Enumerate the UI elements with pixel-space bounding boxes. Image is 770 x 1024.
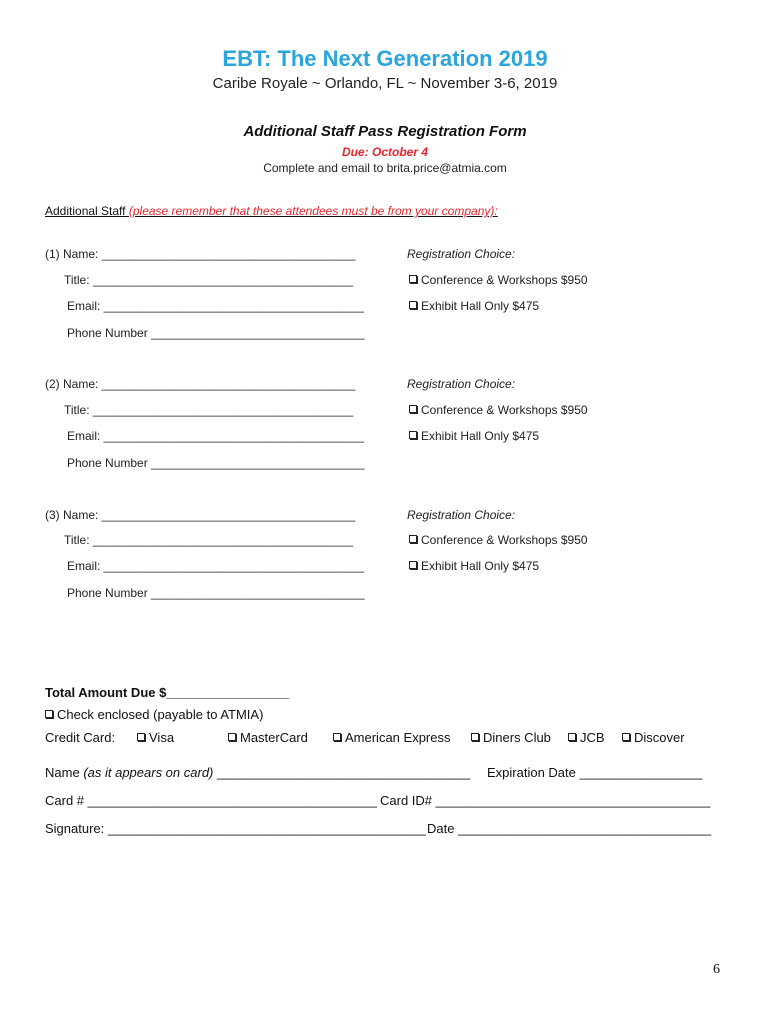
attendee-2-email-field[interactable]: Email: _______________________________________ bbox=[67, 429, 364, 443]
card-number-field[interactable]: Card # ________________________________________ bbox=[45, 793, 377, 808]
cardholder-name-row bbox=[45, 765, 470, 780]
attendee-2-option-exhibit[interactable] bbox=[409, 429, 539, 443]
attendee-2-choice-label: Registration Choice: bbox=[407, 377, 516, 391]
card-option-visa[interactable] bbox=[137, 730, 174, 745]
attendee-1-option-exhibit[interactable] bbox=[409, 299, 539, 313]
checkbox-icon[interactable] bbox=[228, 733, 236, 741]
attendee-3-option-exhibit[interactable] bbox=[409, 559, 539, 573]
cardholder-name-field[interactable]: ___________________________________ bbox=[217, 765, 471, 780]
card-label: Discover bbox=[634, 730, 685, 745]
attendee-1-email-field[interactable]: Email: _______________________________________ bbox=[67, 299, 364, 313]
attendee-3-name-field[interactable]: (3) Name: ______________________________________ bbox=[45, 508, 356, 522]
checkbox-icon[interactable] bbox=[622, 733, 630, 741]
checkbox-icon[interactable] bbox=[409, 405, 417, 413]
attendee-2-option-conference[interactable] bbox=[409, 403, 588, 417]
checkbox-icon[interactable] bbox=[471, 733, 479, 741]
option-label: Conference & Workshops $950 bbox=[421, 533, 588, 547]
staff-heading-note: (please remember that these attendees must be from your company): bbox=[128, 204, 498, 218]
card-option-diners-club[interactable] bbox=[471, 730, 551, 745]
attendee-1-option-conference[interactable] bbox=[409, 273, 588, 287]
cardholder-name-note: (as it appears on card) bbox=[83, 765, 214, 780]
card-option-jcb[interactable] bbox=[568, 730, 605, 745]
due-date: Due: October 4 bbox=[341, 145, 428, 159]
card-label: JCB bbox=[580, 730, 605, 745]
card-option-american-express[interactable] bbox=[333, 730, 450, 745]
signature-field[interactable]: Signature: ____________________________________________ bbox=[45, 821, 426, 836]
expiration-date-field[interactable]: Expiration Date _________________ bbox=[487, 765, 703, 780]
attendee-1-name-field[interactable]: (1) Name: ______________________________________ bbox=[45, 247, 356, 261]
cardholder-name-label: Name bbox=[45, 765, 80, 780]
attendee-1-title-field[interactable]: Title: _______________________________________ bbox=[64, 273, 354, 287]
checkbox-icon[interactable] bbox=[137, 733, 145, 741]
attendee-3-title-field[interactable]: Title: _______________________________________ bbox=[64, 533, 354, 547]
card-label: MasterCard bbox=[240, 730, 308, 745]
attendee-2-title-field[interactable]: Title: _______________________________________ bbox=[64, 403, 354, 417]
checkbox-icon[interactable] bbox=[333, 733, 341, 741]
card-option-discover[interactable] bbox=[622, 730, 685, 745]
credit-card-label: Credit Card: bbox=[45, 730, 116, 745]
card-label: Diners Club bbox=[483, 730, 551, 745]
checkbox-icon[interactable] bbox=[45, 710, 53, 718]
total-amount-due-field[interactable]: Total Amount Due $_________________ bbox=[45, 685, 290, 700]
checkbox-icon[interactable] bbox=[409, 561, 417, 569]
option-label: Exhibit Hall Only $475 bbox=[421, 299, 540, 313]
card-id-field[interactable]: Card ID# ______________________________________ bbox=[380, 793, 711, 808]
option-label: Conference & Workshops $950 bbox=[421, 403, 588, 417]
card-label: American Express bbox=[345, 730, 451, 745]
attendee-2-phone-field[interactable]: Phone Number ________________________________ bbox=[67, 456, 365, 470]
option-label: Conference & Workshops $950 bbox=[421, 273, 588, 287]
page-number: 6 bbox=[713, 962, 720, 977]
instructions: Complete and email to brita.price@atmia.com bbox=[263, 161, 507, 175]
attendee-3-email-field[interactable]: Email: _______________________________________ bbox=[67, 559, 364, 573]
option-label: Exhibit Hall Only $475 bbox=[421, 429, 540, 443]
date-field[interactable]: Date ___________________________________ bbox=[427, 821, 712, 836]
check-enclosed-option[interactable] bbox=[45, 707, 263, 722]
attendee-3-choice-label: Registration Choice: bbox=[407, 508, 516, 522]
card-option-mastercard[interactable] bbox=[228, 730, 308, 745]
checkbox-icon[interactable] bbox=[409, 301, 417, 309]
option-label: Exhibit Hall Only $475 bbox=[421, 559, 540, 573]
staff-section-heading bbox=[45, 204, 498, 218]
attendee-2-name-field[interactable]: (2) Name: ______________________________________ bbox=[45, 377, 356, 391]
checkbox-icon[interactable] bbox=[409, 431, 417, 439]
event-subtitle: Caribe Royale ~ Orlando, FL ~ November 3-6, 2019 bbox=[212, 75, 558, 92]
attendee-1-phone-field[interactable]: Phone Number ________________________________ bbox=[67, 326, 365, 340]
card-label: Visa bbox=[149, 730, 175, 745]
check-enclosed-label: Check enclosed (payable to ATMIA) bbox=[57, 707, 264, 722]
staff-heading-label: Additional Staff bbox=[45, 204, 126, 218]
attendee-1-choice-label: Registration Choice: bbox=[407, 247, 516, 261]
attendee-3-option-conference[interactable] bbox=[409, 533, 588, 547]
checkbox-icon[interactable] bbox=[568, 733, 576, 741]
form-title: Additional Staff Pass Registration Form bbox=[243, 123, 527, 140]
attendee-3-phone-field[interactable]: Phone Number ________________________________ bbox=[67, 586, 365, 600]
checkbox-icon[interactable] bbox=[409, 535, 417, 543]
document-title: EBT: The Next Generation 2019 bbox=[222, 46, 548, 71]
checkbox-icon[interactable] bbox=[409, 275, 417, 283]
